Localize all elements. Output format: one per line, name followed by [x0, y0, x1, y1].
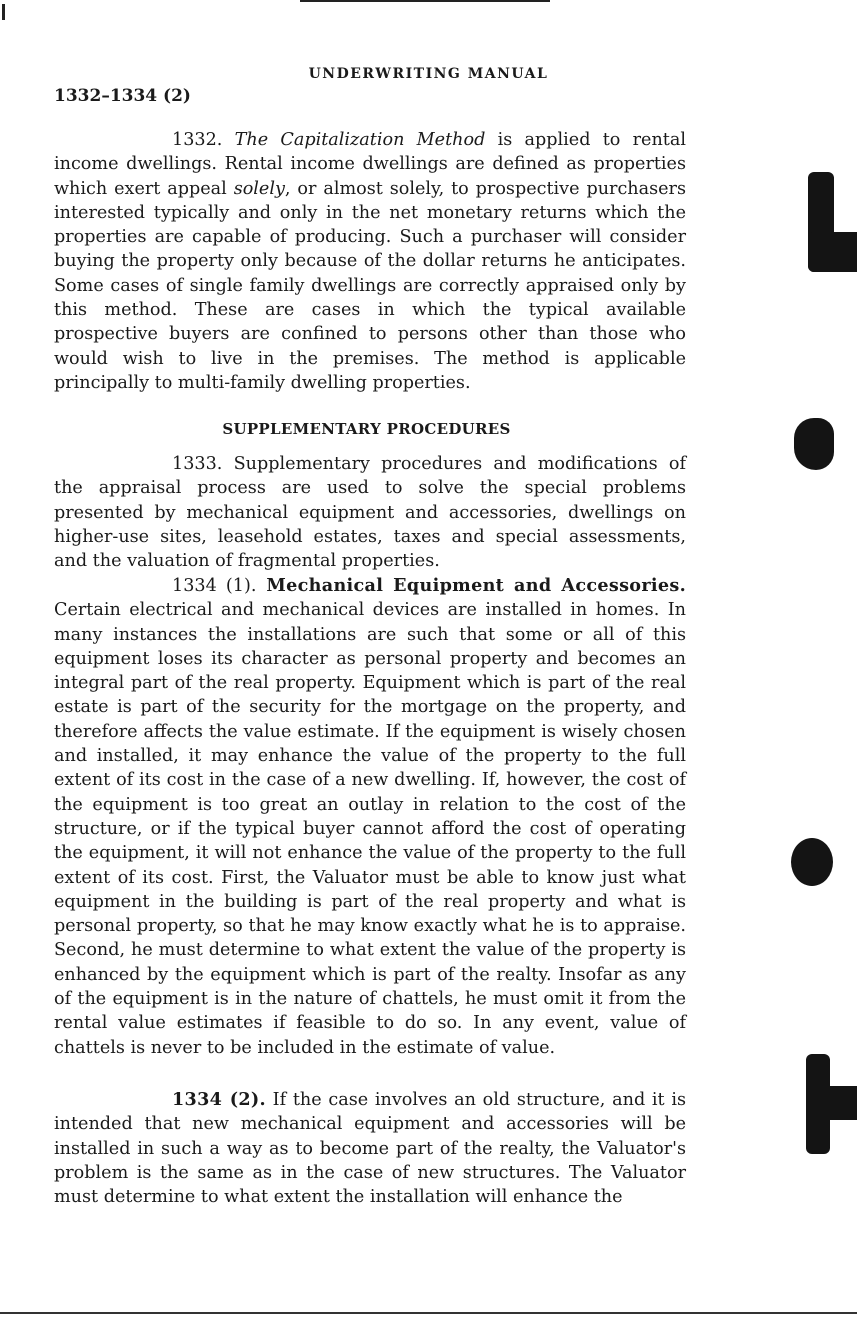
index-tab-2: [794, 418, 834, 470]
margin-mark: [2, 4, 5, 20]
paragraph-number: 1332.: [172, 130, 223, 150]
paragraph-number: 1334 (2).: [172, 1089, 266, 1110]
section-heading: SUPPLEMENTARY PROCEDURES: [222, 420, 511, 438]
paragraph-title: Mechanical Equipment and Accessories.: [256, 575, 686, 596]
paragraph-1334-2: [54, 1088, 686, 1209]
paragraph-text: is applied to rental income dwellings. Rental income dwellings are defined as properties which exert appeal: [54, 130, 686, 199]
paragraph-1334-1: [54, 574, 686, 1060]
paragraph-number: 1334 (1).: [172, 576, 257, 596]
paragraph-1333: [54, 452, 686, 573]
paragraph-text: If the case involves an old structure, and it is intended that new mechanical equipment and accessories will be installed in such a way as to become part of the realty, the Valuator's problem is the same as in the case of new structures. The Valuator must determine to what extent the installation will enhance the: [54, 1090, 687, 1208]
emphasis-text: solely: [233, 178, 285, 199]
running-head: UNDERWRITING MANUAL: [308, 66, 549, 82]
method-title: The Capitalization Method: [234, 130, 486, 150]
paragraph-number: 1333.: [172, 454, 223, 474]
paragraph-text: , or almost solely, to prospective purchasers interested typically and only in the net monetary returns which the properties are capable of producing. Such a purchaser will consider buying the property only because of the dollar returns he anticipates. Some cases of single family dwellings are correctly appraised only by this method. These are cases in which the typical available prospective buyers are confined to persons other than those who would wish to live in the premises. The method is applicable principally to multi-family dwelling properties.: [54, 178, 686, 393]
top-rule: [300, 0, 550, 2]
paragraph-text: Supplementary procedures and modifications of the appraisal process are used to solve the special problems presented by mechanical equipment and accessories, dwellings on higher-use sites, leasehold estates, taxes and special assessments, and the valuation of fragmental properties.: [54, 454, 686, 572]
paragraph-1332: [54, 128, 686, 395]
bottom-edge: [0, 1312, 857, 1314]
folio: 1332–1334 (2): [54, 86, 191, 106]
index-tab-3: [791, 838, 833, 886]
paragraph-text: Certain electrical and mechanical devices are installed in homes. In many instances the installations are such that some or all of this equipment loses its character as personal property and becomes an integral part of the real property. Equipment which is part of the real estate is part of the security for the mortgage on the property, and therefore affects the value estimate. If the equipment is wisely chosen and installed, it may enhance the value of the property to the full extent of its cost in the case of a new dwelling. If, however, the cost of the equipment is too great an outlay in relation to the cost of the structure, or if the typical buyer cannot afford the cost of operating the equipment, it will not enhance the value of the property to the full extent of its cost. First, the Valuator must be able to know just what equipment in the building is part of the real property and what is personal property, so that he may know exactly what he is to appraise. Second, he must determine to what extent the value of the property is enhanced by the equipment which is part of the realty. Insofar as any of the equipment is in the nature of chattels, he must omit it from the rental value estimates if feasible to do so. In any event, value of chattels is never to be included in the estimate of value.: [54, 600, 686, 1058]
